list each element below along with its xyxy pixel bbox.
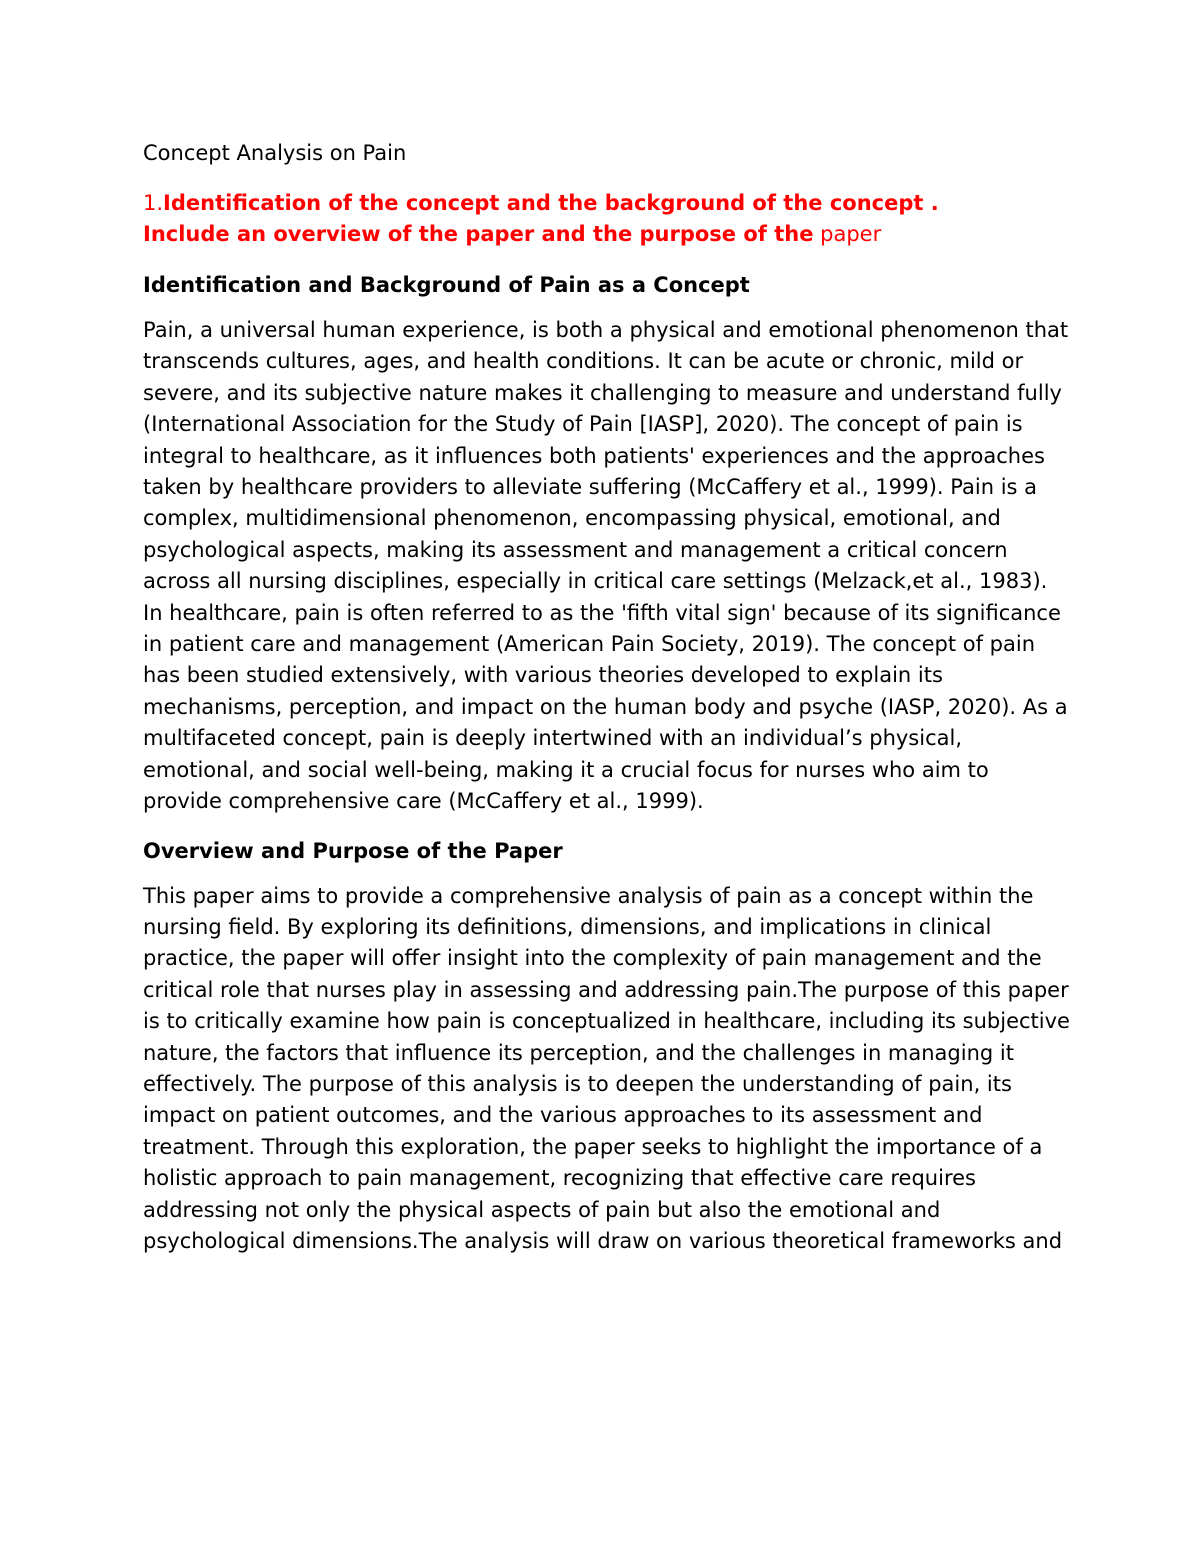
document-title: Concept Analysis on Pain [143, 141, 407, 165]
prompt-text-line1: Identification of the concept and the background of the concept . [163, 191, 939, 215]
section-paragraph-overview: This paper aims to provide a comprehensive analysis of pain as a concept within the nursing field. By exploring its definitions, dimensions, and implications in clinical practice, the paper will offer insight into the complexity of pain management and the critical role that nurses play in assessing and addressing pain.The purpose of this paper is to critically examine how pain is conceptualized in healthcare, including its subjective nature, the factors that influence its perception, and the challenges in managing it effectively. The purpose of this analysis is to deepen the understanding of pain, its impact on patient outcomes, and the various approaches to its assessment and treatment. Through this exploration, the paper seeks to highlight the importance of a holistic approach to pain management, recognizing that effective care requires addressing not only the physical aspects of pain but also the emotional and psychological dimensions.The analysis will draw on various theoretical frameworks and [143, 883, 1070, 1253]
assignment-prompt [143, 188, 1073, 250]
section-heading-overview: Overview and Purpose of the Paper [143, 838, 563, 863]
prompt-text-plain: paper [813, 222, 882, 246]
document-page [143, 138, 1073, 1275]
section-heading-background: Identification and Background of Pain as a Concept [143, 273, 750, 297]
prompt-number: 1. [143, 191, 164, 215]
prompt-text-line2: Include an overview of the paper and the purpose of the [143, 222, 814, 246]
section-paragraph-background: Pain, a universal human experience, is both a physical and emotional phenomenon that transcends cultures, ages, and health conditions. It can be acute or chronic, mild or severe, and its subjective nature makes it challenging to measure and understand fully (International Association for the Study of Pain [IASP], 2020). The concept of pain is integral to healthcare, as it influences both patients' experiences and the approaches taken by healthcare providers to alleviate suffering (McCaffery et al., 1999). Pain is a complex, multidimensional phenomenon, encompassing physical, emotional, and psychological aspects, making its assessment and management a critical concern across all nursing disciplines, especially in critical care settings (Melzack,et al., 1983). In healthcare, pain is often referred to as the 'fifth vital sign' because of its significance in patient care and management (American Pain Society, 2019). The concept of pain has been studied extensively, with various theories developed to explain its mechanisms, perception, and impact on the human body and psyche (IASP, 2020). As a multifaceted concept, pain is deeply intertwined with an individual’s physical, emotional, and social well-being, making it a crucial focus for nurses who aim to provide comprehensive care (McCaffery et al., 1999). [143, 318, 1069, 814]
